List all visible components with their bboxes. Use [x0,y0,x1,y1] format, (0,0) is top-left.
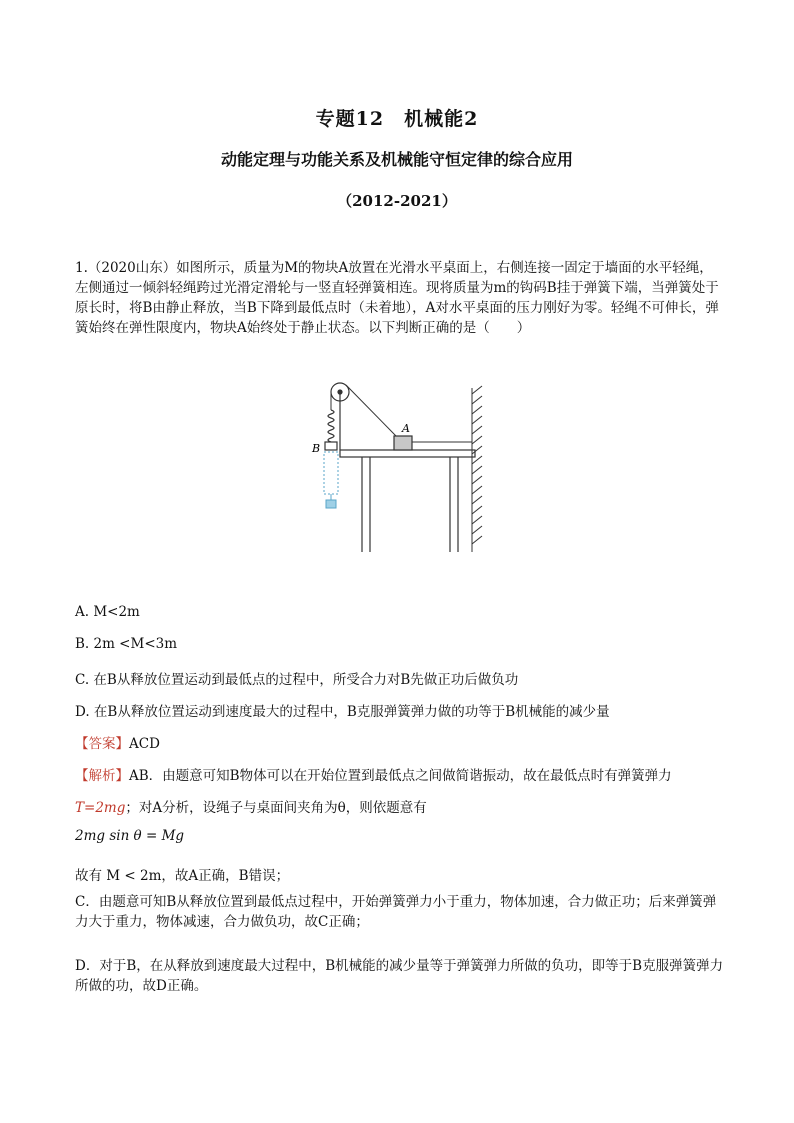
block-b [325,442,337,450]
table [340,450,475,552]
spring [328,410,334,442]
equation: 2mg sin θ = Mg [75,828,185,844]
year-range: （2012-2021） [337,192,457,210]
analysis-text-1: AB．由题意可知B物体可以在开始位置到最低点之间做简谐振动，故在最低点时有弹簧弹力 [129,768,672,784]
label-b: B [312,442,321,455]
page-subtitle: 动能定理与功能关系及机械能守恒定律的综合应用 [220,150,573,169]
analysis-line-1 [75,764,672,784]
pulley [331,383,349,450]
answer [75,732,160,752]
option-d: D. 在B从释放位置运动到速度最大的过程中，B克服弹簧弹力做的功等于B机械能的减少量 [75,704,610,720]
option-a: A. M<2m [75,604,140,620]
analysis-text-2: ；对A分析，设绳子与桌面间夹角为θ，则依题意有 [125,800,427,816]
weight-ghost [324,452,338,494]
analysis-c: C．由题意可知B从释放位置到最低点过程中，开始弹簧弹力小于重力，物体加速，合力做正功；后来弹簧弹力大于重力，物体减速，合力做负功，故C正确； [75,894,717,930]
label-a: A [402,422,410,435]
option-c: C. 在B从释放位置运动到最低点的过程中，所受合力对B先做正功后做负功 [75,672,519,688]
physics-figure [310,380,490,556]
tension-expr: T=2mg [75,800,126,816]
analysis-conclusion: 故有 M < 2m，故A正确，B错误； [75,868,290,884]
wall [472,386,482,552]
rope-incline [346,385,396,436]
analysis-d: D．对于B，在从释放到速度最大过程中，B机械能的减少量等于弹簧弹力所做的负功，即等于B克服弹簧弹力所做的功，故D正确。 [75,958,724,994]
answer-label: 【答案】 [75,736,129,752]
option-b: B. 2m <M<3m [75,636,178,652]
question-text: 1.（2020山东）如图所示，质量为M的物块A放置在光滑水平桌面上，右侧连接一固定于墙面的水平轻绳，左侧通过一倾斜轻绳跨过光滑定滑轮与一竖直轻弹簧相连。现将质量为m的钩码B挂于弹簧下端，当弹簧处于原长时，将B由静止释放，当B下降到最低点时（未着地），A对水平桌面的压力刚好为零。轻绳不可伸长，弹簧始终在弹性限度内，物块A始终处于静止状态。以下判断正确的是（ ） [75,260,719,336]
analysis-line-2 [75,796,427,816]
analysis-label: 【解析】 [75,768,129,784]
page-title: 专题12 机械能2 [315,108,479,130]
answer-value: ACD [129,736,160,752]
block-a [394,436,412,450]
